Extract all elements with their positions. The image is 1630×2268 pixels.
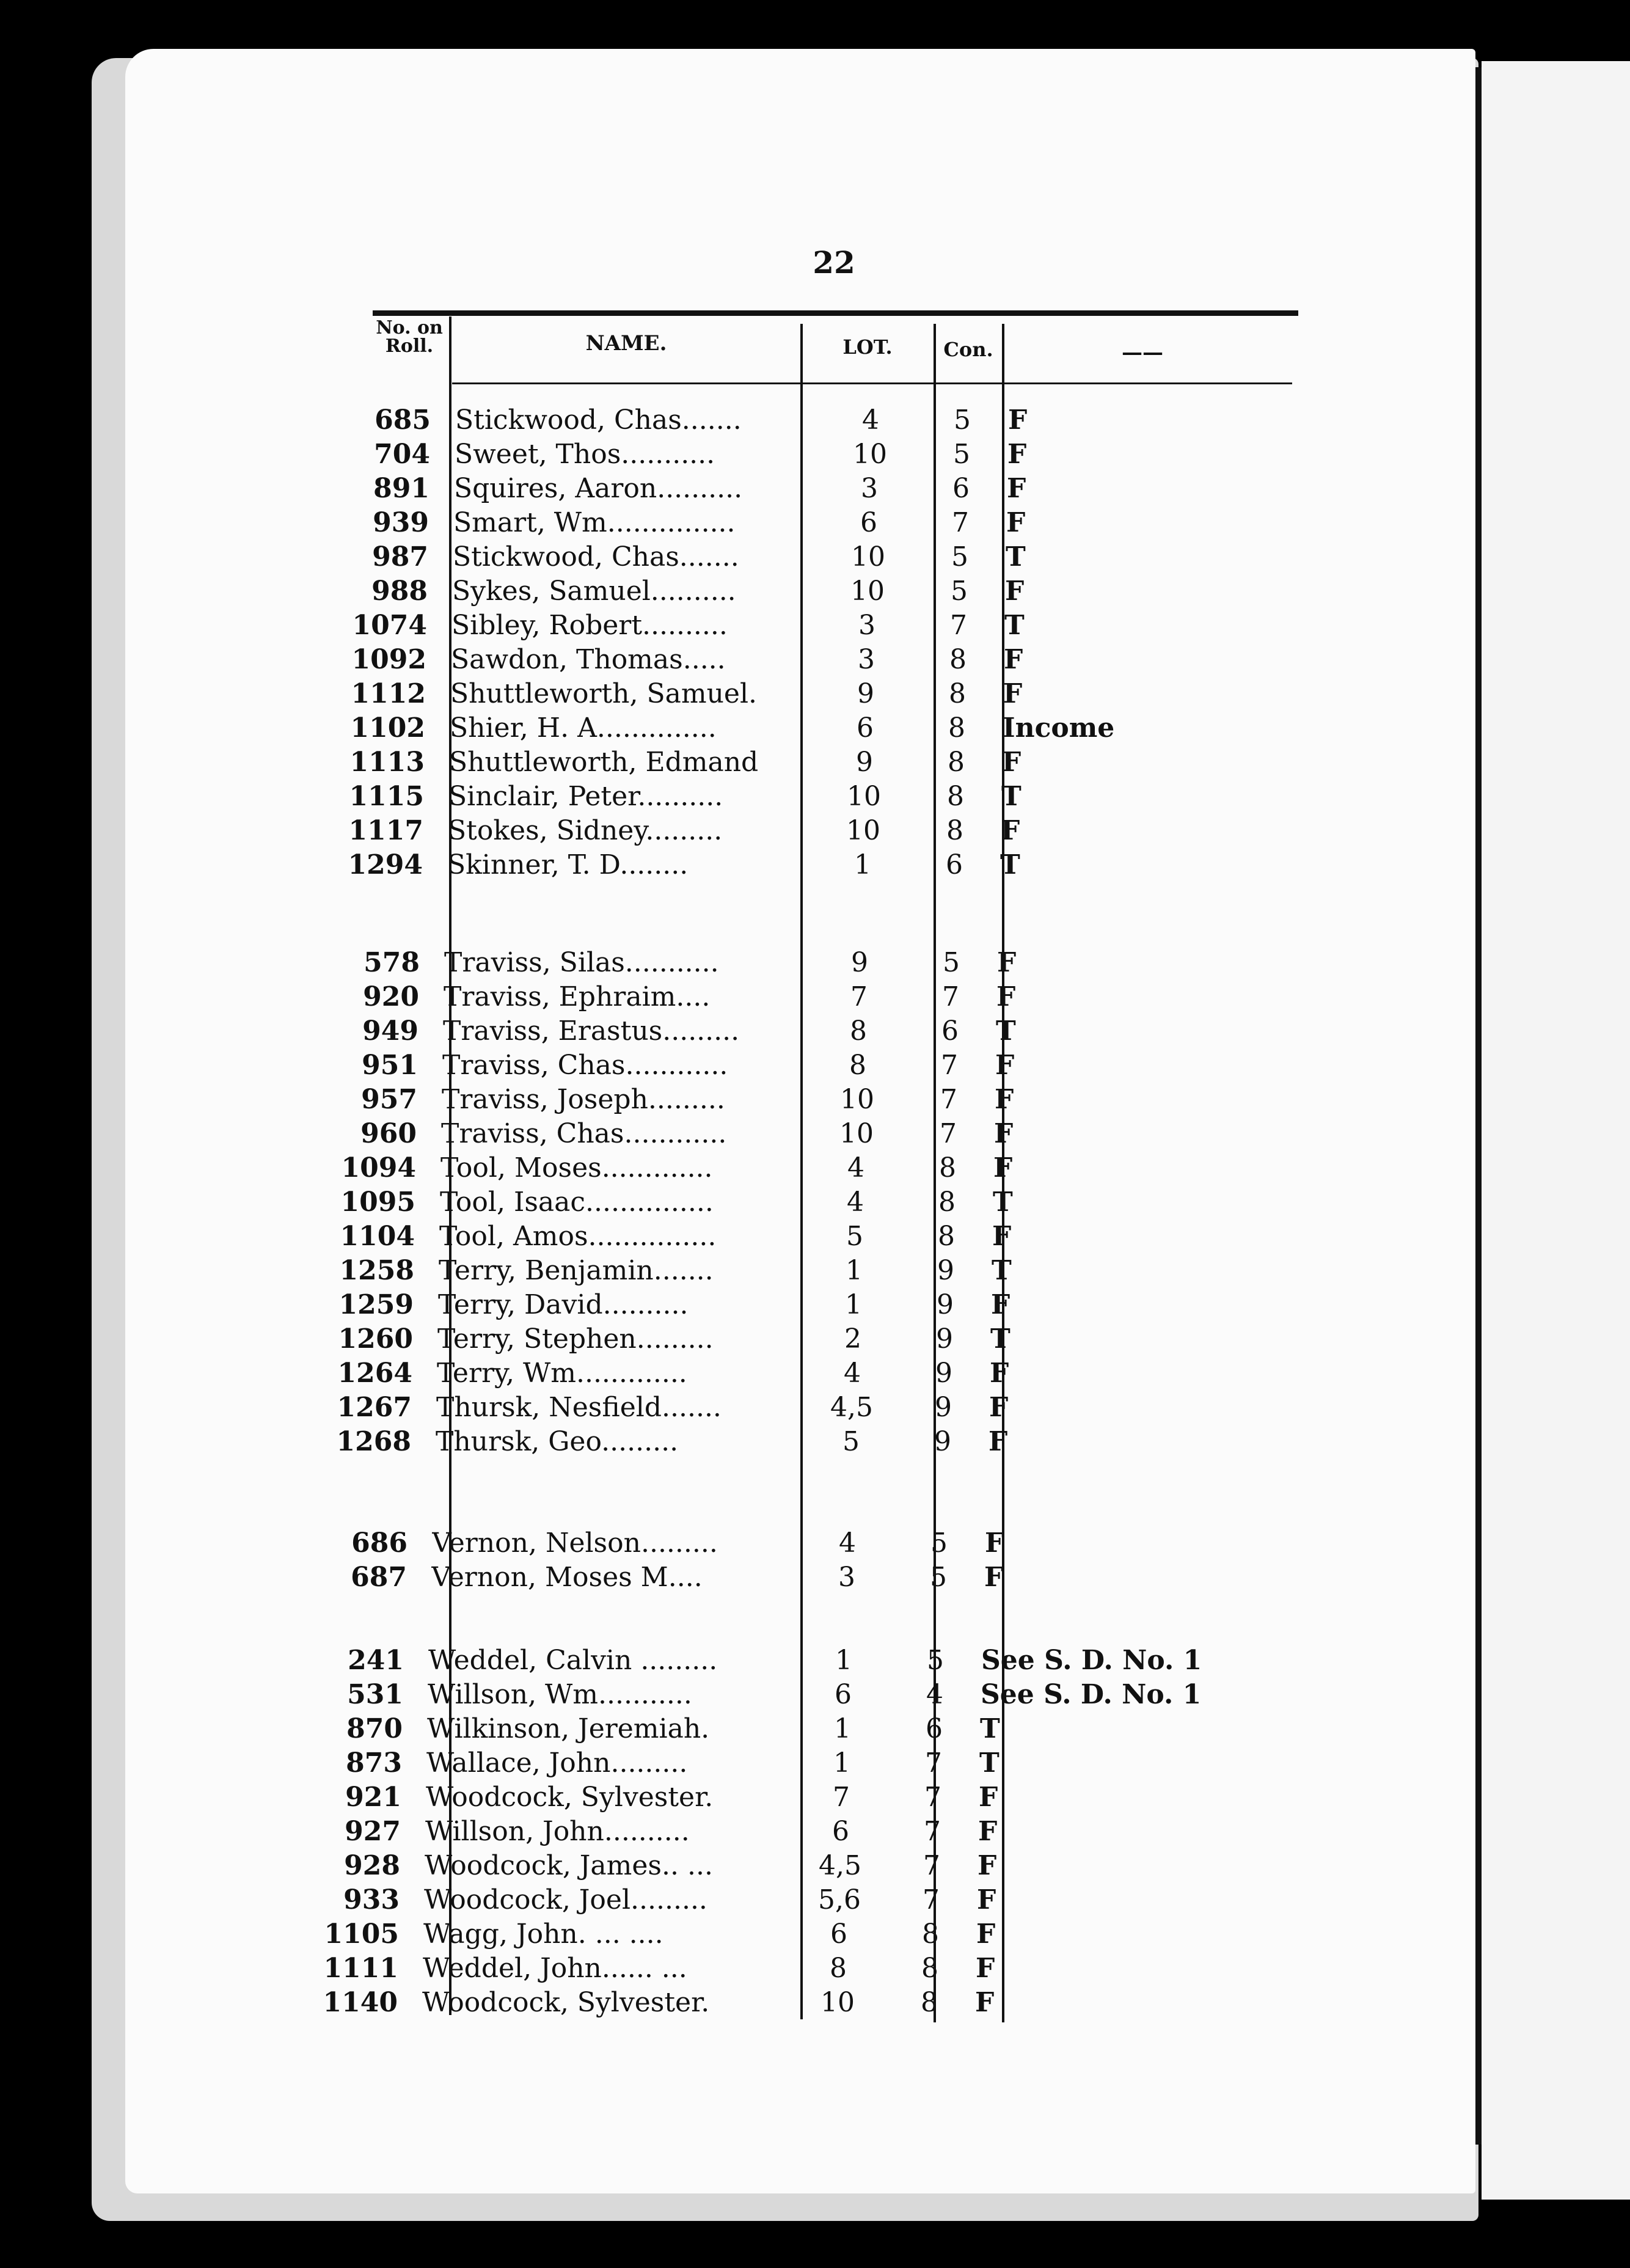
name-cell: Weddel, John...... ... [423, 1953, 687, 1984]
con-cell: 9 [935, 1358, 952, 1389]
con-cell: 7 [924, 1816, 941, 1847]
header-rule [452, 382, 1292, 384]
name-cell: Traviss, Chas............ [441, 1118, 727, 1149]
lot-cell: 6 [835, 1679, 852, 1710]
lot-cell: 9 [857, 678, 874, 709]
remark-cell: F [1001, 815, 1020, 846]
remark-cell: T [1006, 541, 1026, 572]
roll-number: 1094 [341, 1152, 416, 1183]
name-cell: Wallace, John......... [426, 1747, 688, 1779]
con-cell: 8 [922, 1919, 939, 1950]
name-cell: Smart, Wm............... [453, 507, 736, 538]
roll-number: 1259 [338, 1289, 414, 1320]
table-row [0, 1254, 1466, 1288]
name-cell: Squires, Aaron.......... [454, 473, 743, 504]
con-cell: 9 [935, 1392, 952, 1423]
remark-cell: F [976, 1919, 996, 1950]
table-row [0, 711, 1466, 745]
con-cell: 8 [947, 781, 964, 812]
roll-number: 1294 [348, 849, 423, 880]
lot-cell: 6 [857, 712, 874, 744]
con-cell: 7 [923, 1884, 940, 1915]
remark-cell: T [1004, 610, 1025, 641]
remark-cell: See S. D. No. 1 [981, 1645, 1202, 1676]
table-row [0, 1644, 1466, 1678]
top-rule [373, 310, 1298, 316]
lot-cell: 9 [851, 947, 868, 978]
name-cell: Willson, Wm........... [428, 1679, 692, 1710]
roll-number: 685 [375, 404, 431, 436]
lot-cell: 6 [830, 1919, 847, 1950]
name-cell: Terry, Benjamin....... [439, 1255, 714, 1286]
header-roll-line2: Roll. [385, 335, 434, 357]
con-cell: 5 [943, 947, 960, 978]
roll-number: 1260 [338, 1323, 413, 1355]
lot-cell: 8 [830, 1953, 847, 1984]
lot-cell: 9 [856, 747, 873, 778]
roll-number: 921 [345, 1782, 401, 1813]
con-cell: 8 [948, 747, 965, 778]
name-cell: Thursk, Nesfield....... [436, 1392, 722, 1423]
table-row [0, 1117, 1466, 1151]
lot-cell: 4 [844, 1358, 861, 1389]
table-row [0, 506, 1466, 540]
con-cell: 5 [954, 404, 971, 436]
table-row [0, 848, 1466, 882]
table-row [0, 814, 1466, 848]
table-row [0, 1678, 1466, 1712]
remark-cell: F [993, 1152, 1013, 1183]
table-row [0, 1883, 1466, 1917]
roll-number: 1095 [340, 1187, 415, 1218]
roll-number: 988 [371, 576, 428, 607]
remark-cell: T [979, 1747, 1000, 1779]
remark-cell: F [997, 947, 1017, 978]
name-cell: Terry, Wm............. [437, 1358, 687, 1389]
roll-number: 1111 [323, 1953, 398, 1984]
con-cell: 9 [937, 1255, 954, 1286]
con-cell: 8 [949, 678, 966, 709]
remark-cell: F [979, 1782, 998, 1813]
con-cell: 7 [941, 1050, 958, 1081]
table-row [0, 1014, 1466, 1048]
lot-cell: 10 [853, 439, 887, 470]
remark-cell: T [1001, 781, 1021, 812]
lot-cell: 2 [844, 1323, 861, 1355]
lot-cell: 10 [851, 541, 885, 572]
lot-cell: 1 [846, 1255, 863, 1286]
remark-cell: T [992, 1255, 1012, 1286]
table-row [0, 403, 1466, 437]
table-row [0, 1952, 1466, 1986]
roll-number: 933 [343, 1884, 400, 1915]
roll-number: 1113 [349, 747, 425, 778]
con-cell: 7 [950, 610, 967, 641]
remark-cell: F [995, 1084, 1014, 1115]
roll-number: 1264 [337, 1358, 412, 1389]
name-cell: Shuttleworth, Edmand [449, 747, 759, 778]
name-cell: Tool, Amos............... [439, 1221, 717, 1252]
roll-number: 951 [362, 1050, 418, 1081]
remark-cell: F [1003, 678, 1023, 709]
lot-cell: 4 [839, 1527, 856, 1559]
lot-cell: 5 [842, 1426, 860, 1457]
remark-cell: F [1004, 644, 1023, 675]
con-cell: 5 [953, 439, 970, 470]
table-row [0, 574, 1466, 609]
name-cell: Thursk, Geo......... [436, 1426, 679, 1457]
lot-cell: 10 [839, 1118, 874, 1149]
roll-number: 1258 [339, 1255, 414, 1286]
table-row [0, 1391, 1466, 1425]
lot-cell: 6 [832, 1816, 849, 1847]
roll-number: 687 [351, 1562, 407, 1593]
remark-cell: Income [1003, 712, 1115, 744]
con-cell: 8 [921, 1987, 938, 2018]
remark-cell: F [1002, 747, 1021, 778]
con-cell: 5 [951, 576, 968, 607]
table-row [0, 1712, 1466, 1746]
remark-cell: T [1000, 849, 1020, 880]
remark-cell: F [1005, 576, 1025, 607]
lot-cell: 7 [850, 981, 868, 1012]
name-cell: Traviss, Silas........... [444, 947, 719, 978]
roll-number: 1115 [349, 781, 424, 812]
table-row [0, 780, 1466, 814]
name-cell: Willson, John.......... [425, 1816, 690, 1847]
con-cell: 9 [934, 1426, 951, 1457]
table-row [0, 980, 1466, 1014]
name-cell: Wagg, John. ... .... [423, 1919, 663, 1950]
roll-number: 1105 [324, 1919, 399, 1950]
lot-cell: 1 [835, 1645, 852, 1676]
roll-number: 870 [346, 1713, 403, 1744]
roll-number: 1104 [340, 1221, 415, 1252]
remark-cell: F [978, 1850, 997, 1881]
con-cell: 6 [952, 473, 970, 504]
con-cell: 5 [930, 1562, 947, 1593]
con-cell: 8 [938, 1221, 955, 1252]
roll-number: 241 [348, 1645, 404, 1676]
name-cell: Woodcock, James.. ... [425, 1850, 713, 1881]
name-cell: Traviss, Joseph......... [442, 1084, 725, 1115]
table-row [0, 745, 1466, 780]
name-cell: Tool, Moses............. [440, 1152, 713, 1183]
table-row [0, 1185, 1466, 1220]
roll-number: 1102 [350, 712, 425, 744]
remark-cell: F [989, 1426, 1008, 1457]
lot-cell: 4 [862, 404, 879, 436]
remark-cell: F [991, 1289, 1011, 1320]
table-row [0, 946, 1466, 980]
lot-cell: 3 [858, 610, 875, 641]
name-cell: Stokes, Sidney......... [448, 815, 723, 846]
name-cell: Woodcock, Sylvester. [422, 1987, 710, 2018]
roll-number: 686 [351, 1527, 408, 1559]
page-number: 22 [813, 244, 855, 280]
con-cell: 7 [923, 1850, 940, 1881]
remark-cell: F [992, 1221, 1012, 1252]
roll-number: 939 [373, 507, 429, 538]
lot-cell: 4,5 [830, 1392, 873, 1423]
name-cell: Weddel, Calvin ......... [428, 1645, 718, 1676]
con-cell: 6 [941, 1015, 959, 1047]
roll-number: 704 [374, 439, 430, 470]
table-row [0, 609, 1466, 643]
roll-number: 927 [345, 1816, 401, 1847]
table-row [0, 1048, 1466, 1083]
lot-cell: 10 [847, 781, 881, 812]
table-row [0, 1526, 1466, 1560]
table-row [0, 1083, 1466, 1117]
con-cell: 7 [925, 1747, 942, 1779]
con-cell: 4 [926, 1679, 943, 1710]
con-cell: 9 [936, 1323, 953, 1355]
table-row [0, 643, 1466, 677]
lot-cell: 1 [833, 1747, 850, 1779]
roll-number: 531 [347, 1679, 403, 1710]
table-row [0, 1220, 1466, 1254]
table-row [0, 1322, 1466, 1356]
remark-cell: T [980, 1713, 1000, 1744]
name-cell: Sawdon, Thomas..... [451, 644, 726, 675]
name-cell: Traviss, Ephraim.... [444, 981, 711, 1012]
name-cell: Shuttleworth, Samuel. [450, 678, 758, 709]
lot-cell: 3 [861, 473, 878, 504]
roll-number: 1267 [337, 1392, 412, 1423]
name-cell: Traviss, Chas............ [442, 1050, 728, 1081]
table-row [0, 1151, 1466, 1185]
con-cell: 5 [927, 1645, 944, 1676]
remark-cell: F [996, 981, 1016, 1012]
roll-number: 987 [372, 541, 428, 572]
table-row [0, 1780, 1466, 1815]
remark-cell: F [976, 1953, 995, 1984]
remark-cell: T [990, 1323, 1011, 1355]
remark-cell: F [1008, 404, 1028, 436]
name-cell: Woodcock, Sylvester. [426, 1782, 714, 1813]
table-row [0, 677, 1466, 711]
name-cell: Vernon, Nelson......... [432, 1527, 718, 1559]
table-row [0, 1560, 1466, 1595]
remark-cell: F [975, 1987, 995, 2018]
lot-cell: 1 [854, 849, 871, 880]
lot-cell: 10 [846, 815, 880, 846]
con-cell: 6 [926, 1713, 943, 1744]
name-cell: Stickwood, Chas....... [455, 404, 742, 436]
remark-cell: F [1007, 439, 1027, 470]
header-remark: —— [1122, 340, 1163, 365]
roll-number: 873 [346, 1747, 402, 1779]
table-row [0, 540, 1466, 574]
header-roll-line1: No. on [376, 317, 443, 338]
name-cell: Vernon, Moses M.... [431, 1562, 703, 1593]
con-cell: 8 [949, 644, 967, 675]
roll-number: 957 [361, 1084, 417, 1115]
lot-cell: 7 [833, 1782, 850, 1813]
con-cell: 7 [940, 1084, 957, 1115]
header-roll [367, 319, 452, 356]
name-cell: Wilkinson, Jeremiah. [427, 1713, 710, 1744]
table-row [0, 1288, 1466, 1322]
lot-cell: 4 [847, 1152, 864, 1183]
con-cell: 7 [952, 507, 969, 538]
name-cell: Skinner, T. D........ [447, 849, 689, 880]
con-cell: 8 [938, 1187, 956, 1218]
remark-cell: F [989, 1392, 1009, 1423]
lot-cell: 5 [846, 1221, 863, 1252]
con-cell: 8 [946, 815, 963, 846]
lot-cell: 6 [860, 507, 877, 538]
remark-cell: F [977, 1884, 996, 1915]
con-cell: 9 [937, 1289, 954, 1320]
header-name: NAME. [585, 331, 667, 356]
con-cell: 6 [946, 849, 963, 880]
roll-number: 1117 [348, 815, 423, 846]
lot-cell: 10 [820, 1987, 855, 2018]
lot-cell: 4 [847, 1187, 864, 1218]
remark-cell: F [990, 1358, 1009, 1389]
con-cell: 7 [942, 981, 959, 1012]
table-row [0, 1849, 1466, 1883]
lot-cell: 1 [834, 1713, 851, 1744]
lot-cell: 5,6 [818, 1884, 861, 1915]
table-row [0, 1917, 1466, 1952]
lot-cell: 10 [840, 1084, 874, 1115]
lot-cell: 10 [850, 576, 885, 607]
lot-cell: 8 [850, 1015, 867, 1047]
roll-number: 891 [373, 473, 429, 504]
con-cell: 8 [939, 1152, 956, 1183]
con-cell: 7 [924, 1782, 941, 1813]
remark-cell: F [1007, 473, 1026, 504]
roll-number: 1268 [336, 1426, 411, 1457]
roll-number: 1140 [323, 1987, 398, 2018]
remark-cell: See S. D. No. 1 [981, 1679, 1202, 1710]
roll-number: 928 [344, 1850, 400, 1881]
remark-cell: F [985, 1527, 1004, 1559]
name-cell: Shier, H. A.............. [450, 712, 717, 744]
name-cell: Terry, David.......... [438, 1289, 689, 1320]
table-row [0, 472, 1466, 506]
roll-number: 920 [363, 981, 419, 1012]
name-cell: Traviss, Erastus......... [443, 1015, 740, 1047]
roll-number: 1092 [351, 644, 426, 675]
name-cell: Sibley, Robert.......... [451, 610, 728, 641]
remark-cell: F [978, 1816, 998, 1847]
header-lot: LOT. [842, 335, 893, 359]
table-row [0, 1815, 1466, 1849]
table-row [0, 437, 1466, 472]
facing-page [1482, 61, 1630, 2200]
con-cell: 8 [921, 1953, 938, 1984]
roll-number: 1112 [351, 678, 426, 709]
table-row [0, 1746, 1466, 1780]
table-row [0, 1425, 1466, 1459]
con-cell: 5 [930, 1527, 948, 1559]
name-cell: Sykes, Samuel.......... [452, 576, 736, 607]
name-cell: Woodcock, Joel......... [424, 1884, 707, 1915]
lot-cell: 3 [858, 644, 875, 675]
con-cell: 8 [948, 712, 965, 744]
name-cell: Sinclair, Peter.......... [448, 781, 723, 812]
lot-cell: 4,5 [819, 1850, 861, 1881]
remark-cell: T [993, 1187, 1013, 1218]
remark-cell: T [996, 1015, 1016, 1047]
table-row [0, 1356, 1466, 1391]
lot-cell: 1 [845, 1289, 862, 1320]
name-cell: Sweet, Thos........... [455, 439, 715, 470]
name-cell: Terry, Stephen......... [437, 1323, 714, 1355]
roll-number: 949 [362, 1015, 418, 1047]
remark-cell: F [984, 1562, 1004, 1593]
roll-number: 578 [364, 947, 420, 978]
header-con: Con. [943, 338, 993, 361]
con-cell: 7 [940, 1118, 957, 1149]
lot-cell: 8 [849, 1050, 866, 1081]
name-cell: Tool, Isaac............... [440, 1187, 714, 1218]
remark-cell: F [1006, 507, 1026, 538]
table-row [0, 1986, 1466, 2020]
con-cell: 5 [951, 541, 968, 572]
roll-number: 960 [360, 1118, 417, 1149]
roll-number: 1074 [352, 610, 427, 641]
name-cell: Stickwood, Chas....... [453, 541, 739, 572]
remark-cell: F [995, 1050, 1015, 1081]
lot-cell: 3 [838, 1562, 855, 1593]
remark-cell: F [994, 1118, 1014, 1149]
